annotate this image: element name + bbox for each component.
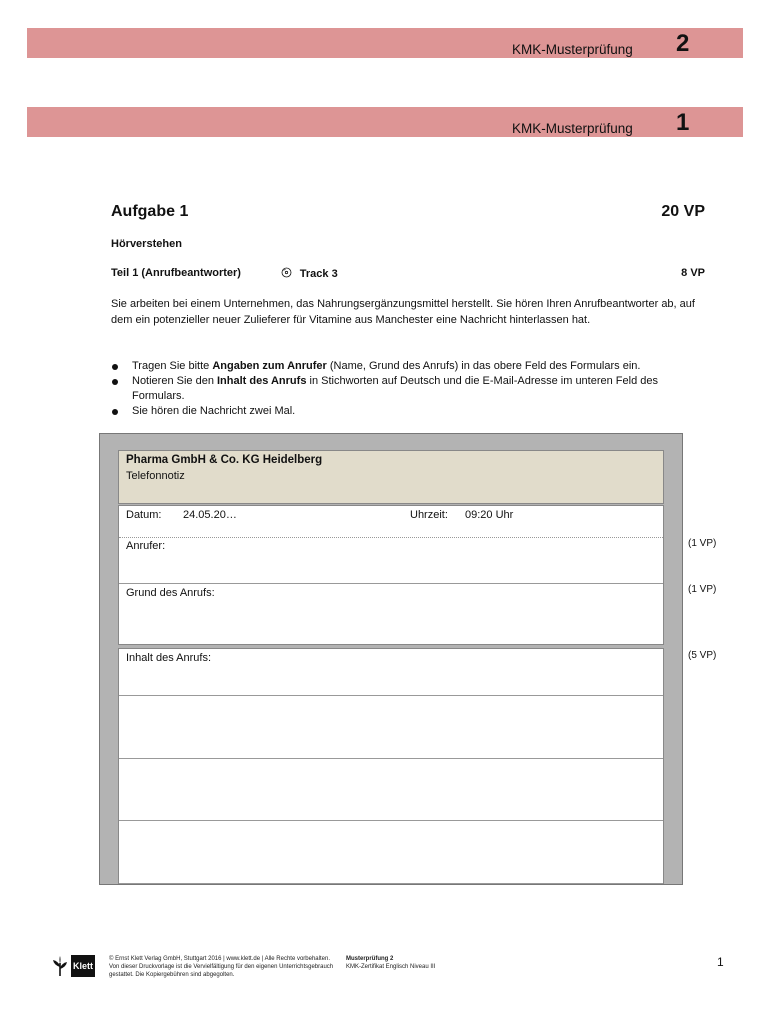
company-name: Pharma GmbH & Co. KG Heidelberg (126, 454, 323, 466)
reason-label: Grund des Anrufs: (126, 587, 215, 599)
page-number: 1 (717, 955, 724, 969)
intro-text: Sie arbeiten bei einem Unternehmen, das Nahrungsergänzungsmittel herstellt. Sie hören Ihren Anrufbeantworter ab, auf dem ein potenzieller neuer Zulieferer für Vitamine aus Manchester eine Nachricht hinterlassen hat. (111, 298, 695, 326)
footer-subtitle: KMK-Zertifikat Englisch Niveau III (346, 964, 436, 970)
caller-details-field[interactable] (118, 505, 664, 645)
instruction-item: Sie hören die Nachricht zwei Mal. (111, 404, 711, 419)
header-band-2 (27, 28, 743, 58)
part-heading: Teil 1 (Anrufbeantworter) (111, 267, 241, 279)
time-label: Uhrzeit: (410, 509, 448, 521)
klett-logo (51, 955, 97, 977)
divider (119, 820, 663, 821)
reason-points: (1 VP) (688, 584, 717, 595)
klett-wordmark: Klett (71, 955, 95, 977)
task-points: 20 VP (661, 203, 705, 220)
content-points: (5 VP) (688, 650, 717, 661)
part-points: 8 VP (681, 267, 705, 279)
track-label: Track 3 (299, 268, 338, 280)
footer-title: Musterprüfung 2 (346, 956, 394, 962)
call-content-field[interactable] (118, 648, 664, 884)
header-number-2: 2 (676, 30, 690, 57)
instruction-list (111, 359, 711, 419)
date-value: 24.05.20… (183, 509, 237, 521)
divider (119, 537, 663, 538)
bullet-icon (112, 364, 118, 370)
track-reference (281, 267, 338, 280)
caller-label: Anrufer: (126, 540, 166, 552)
time-value: 09:20 Uhr (465, 509, 514, 521)
bullet-icon (112, 379, 118, 385)
header-label-1: KMK-Musterprüfung (512, 121, 633, 136)
copyright-notice: © Ernst Klett Verlag GmbH, Stuttgart 2016 | www.klett.de | Alle Rechte vorbehalten. Von dieser Druckvorlage ist die Vervielfältigung für den eigenen Unterrichtsgebrauch gestattet. Die Kopiergebühren sind abgegolten. (109, 956, 334, 978)
content-label: Inhalt des Anrufs: (126, 652, 211, 664)
task-title: Aufgabe 1 (111, 203, 189, 220)
divider (119, 583, 663, 584)
instruction-item: Tragen Sie bitte Angaben zum Anrufer (Name, Grund des Anrufs) in das obere Feld des Formulars ein. (111, 359, 711, 374)
divider (119, 883, 663, 884)
skill-heading: Hörverstehen (111, 238, 182, 250)
date-label: Datum: (126, 509, 162, 521)
caller-points: (1 VP) (688, 538, 717, 549)
klett-plant-icon (51, 955, 69, 977)
cd-icon (281, 269, 295, 280)
form-header (118, 450, 664, 504)
header-number-1: 1 (676, 109, 690, 136)
divider (119, 695, 663, 696)
footer-document-info (346, 955, 435, 971)
instruction-item: Notieren Sie den Inhalt des Anrufs in Stichworten auf Deutsch und die E-Mail-Adresse im unteren Feld des Formulars. (111, 374, 711, 404)
bullet-icon (112, 409, 118, 415)
divider (119, 758, 663, 759)
header-band-1 (27, 107, 743, 137)
form-type: Telefonnotiz (126, 470, 185, 482)
header-label-2: KMK-Musterprüfung (512, 42, 633, 57)
